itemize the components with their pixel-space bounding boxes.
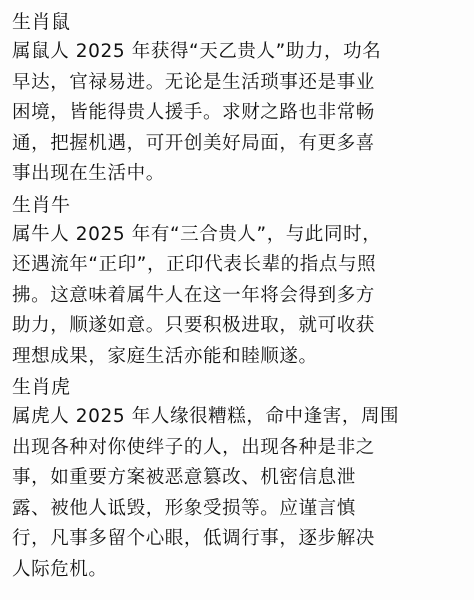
section-tiger [12, 372, 470, 585]
text-line: 早达，官禄易进。无论是生活琐事还是事业 [12, 71, 375, 93]
section-rat [12, 7, 470, 190]
section-title: 生肖鼠 [12, 11, 71, 33]
text-line: 助力，顺遂如意。只要积极进取，就可收获 [12, 315, 375, 336]
section-body [12, 402, 470, 585]
text-line: 露、被他人诋毁，形象受损等。应谨言慎 [12, 497, 356, 519]
text-line: 属牛人 2025 年有“三合贵人”，与此同时， [12, 223, 382, 245]
section-title: 生肖牛 [12, 193, 71, 216]
text-line: 困境，皆能得贵人援手。求财之路也非常畅 [12, 102, 375, 123]
text-line: 还遇流年“正印”，正印代表长辈的指点与照 [12, 254, 377, 275]
section-ox [12, 190, 470, 373]
text-line: 出现各种对你使绊子的人，出现各种是非之 [12, 436, 375, 458]
section-title: 生肖虎 [12, 376, 71, 398]
section-body [12, 37, 470, 190]
text-line: 事出现在生活中。 [12, 163, 165, 184]
text-line: 理想成果，家庭生活亦能和睦顺遂。 [12, 345, 318, 367]
text-line: 行，凡事多留个心眼，低调行事，逐步解决 [12, 528, 375, 549]
text-line: 事，如重要方案被恶意篡改、机密信息泄 [12, 467, 356, 488]
text-line: 人际危机。 [12, 558, 108, 580]
text-line: 通，把握机遇，可开创美好局面，有更多喜 [12, 132, 375, 154]
text-line: 属虎人 2025 年人缘很糟糕，命中逢害，周围 [12, 406, 400, 427]
text-line: 属鼠人 2025 年获得“天乙贵人”助力，功名 [12, 41, 382, 62]
section-body [12, 220, 470, 373]
text-line: 拂。这意味着属牛人在这一年将会得到多方 [12, 284, 375, 306]
